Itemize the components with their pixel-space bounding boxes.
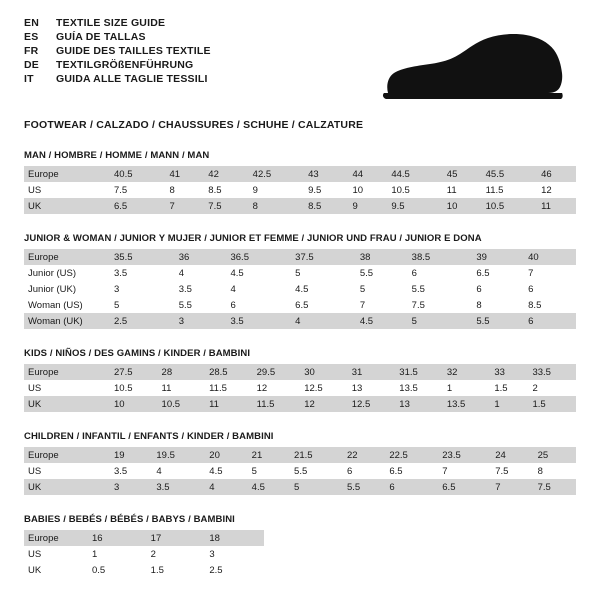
language-row <box>24 46 211 60</box>
cell: 42.5 <box>249 166 304 182</box>
cell: 7 <box>356 297 408 313</box>
cell: 38 <box>356 249 408 265</box>
cell: 11.5 <box>253 396 301 412</box>
cell: 36.5 <box>226 249 291 265</box>
language-code: ES <box>24 31 39 43</box>
language-title: GUIDE DES TAILLES TEXTILE <box>56 45 211 57</box>
size-table-babies <box>24 530 264 578</box>
table-row <box>24 198 576 214</box>
cell: 25 <box>534 447 576 463</box>
cell: 9 <box>249 182 304 198</box>
group-junior-woman <box>24 233 576 329</box>
cell: 19.5 <box>152 447 205 463</box>
cell: 5 <box>290 479 343 495</box>
table-row <box>24 166 576 182</box>
cell: 6.5 <box>472 265 524 281</box>
cell: 21 <box>248 447 290 463</box>
cell: 5.5 <box>356 265 408 281</box>
cell: 44 <box>348 166 387 182</box>
table-row <box>24 463 576 479</box>
cell: 4.5 <box>205 463 247 479</box>
cell: 16 <box>88 530 147 546</box>
cell: 18 <box>205 530 264 546</box>
cell: 40 <box>524 249 576 265</box>
cell: 1 <box>490 396 528 412</box>
cell: 12 <box>253 380 301 396</box>
row-label: UK <box>24 562 88 578</box>
cell: 3.5 <box>226 313 291 329</box>
size-table-children <box>24 447 576 495</box>
cell: 5 <box>356 281 408 297</box>
cell: 9.5 <box>387 198 442 214</box>
cell: 11 <box>537 198 576 214</box>
cell: 31 <box>348 364 396 380</box>
cell: 11.5 <box>205 380 253 396</box>
cell: 4.5 <box>291 281 356 297</box>
language-code: EN <box>24 17 39 29</box>
cell: 10 <box>348 182 387 198</box>
row-label: UK <box>24 396 110 412</box>
row-label: Europe <box>24 166 110 182</box>
row-label: UK <box>24 198 110 214</box>
table-row <box>24 265 576 281</box>
row-label: Woman (UK) <box>24 313 110 329</box>
cell: 40.5 <box>110 166 165 182</box>
cell: 37.5 <box>291 249 356 265</box>
cell: 6 <box>385 479 438 495</box>
row-label: Europe <box>24 530 88 546</box>
cell: 5 <box>248 463 290 479</box>
cell: 30 <box>300 364 348 380</box>
cell: 45 <box>443 166 482 182</box>
cell: 20 <box>205 447 247 463</box>
table-row <box>24 380 576 396</box>
language-title: GUÍA DE TALLAS <box>56 31 146 43</box>
group-title: BABIES / BEBÉS / BÉBÉS / BABYS / BAMBINI <box>24 514 235 525</box>
table-row <box>24 396 576 412</box>
row-label: Europe <box>24 447 110 463</box>
table-row <box>24 281 576 297</box>
page-header <box>24 18 576 102</box>
cell: 43 <box>304 166 348 182</box>
cell: 24 <box>491 447 533 463</box>
cell: 22 <box>343 447 385 463</box>
cell: 6 <box>343 463 385 479</box>
language-row <box>24 18 211 32</box>
cell: 4.5 <box>248 479 290 495</box>
group-title: KIDS / NIÑOS / DES GAMINS / KINDER / BAMBINI <box>24 348 251 359</box>
cell: 8 <box>165 182 204 198</box>
size-table-junior-woman <box>24 249 576 329</box>
table-row <box>24 297 576 313</box>
cell: 6 <box>524 313 576 329</box>
cell: 46 <box>537 166 576 182</box>
table-row <box>24 530 264 546</box>
cell: 10 <box>110 396 158 412</box>
cell: 13.5 <box>443 396 491 412</box>
cell: 39 <box>472 249 524 265</box>
cell: 5 <box>110 297 175 313</box>
cell: 4 <box>205 479 247 495</box>
group-babies <box>24 514 576 578</box>
row-label: US <box>24 380 110 396</box>
table-row <box>24 182 576 198</box>
cell: 8.5 <box>204 182 248 198</box>
cell: 38.5 <box>408 249 473 265</box>
cell: 6.5 <box>385 463 438 479</box>
cell: 5 <box>291 265 356 281</box>
cell: 11 <box>205 396 253 412</box>
dress-shoe-icon <box>366 30 566 102</box>
cell: 4 <box>175 265 227 281</box>
cell: 8 <box>472 297 524 313</box>
cell: 7 <box>524 265 576 281</box>
cell: 10.5 <box>387 182 442 198</box>
row-label: Europe <box>24 249 110 265</box>
language-row <box>24 32 211 46</box>
cell: 10.5 <box>110 380 158 396</box>
cell: 17 <box>147 530 206 546</box>
group-title: CHILDREN / INFANTIL / ENFANTS / KINDER / BAMBINI <box>24 431 274 442</box>
cell: 3 <box>110 281 175 297</box>
cell: 2.5 <box>205 562 264 578</box>
cell: 1.5 <box>528 396 576 412</box>
cell: 4 <box>152 463 205 479</box>
cell: 5.5 <box>290 463 343 479</box>
row-label: US <box>24 463 110 479</box>
row-label: Junior (US) <box>24 265 110 281</box>
cell: 3.5 <box>152 479 205 495</box>
cell: 7 <box>165 198 204 214</box>
row-label: UK <box>24 479 110 495</box>
table-row <box>24 313 576 329</box>
cell: 31.5 <box>395 364 443 380</box>
cell: 6 <box>408 265 473 281</box>
cell: 9 <box>348 198 387 214</box>
cell: 11 <box>158 380 206 396</box>
cell: 1.5 <box>490 380 528 396</box>
cell: 4.5 <box>226 265 291 281</box>
cell: 28 <box>158 364 206 380</box>
cell: 13 <box>395 396 443 412</box>
size-table-man <box>24 166 576 214</box>
cell: 7.5 <box>491 463 533 479</box>
cell: 7.5 <box>408 297 473 313</box>
cell: 36 <box>175 249 227 265</box>
cell: 45.5 <box>482 166 537 182</box>
cell: 1.5 <box>147 562 206 578</box>
table-row <box>24 562 264 578</box>
row-label: Europe <box>24 364 110 380</box>
table-row <box>24 249 576 265</box>
language-title: GUIDA ALLE TAGLIE TESSILI <box>56 73 208 85</box>
cell: 1 <box>443 380 491 396</box>
cell: 33 <box>490 364 528 380</box>
cell: 5.5 <box>175 297 227 313</box>
cell: 6.5 <box>291 297 356 313</box>
cell: 8 <box>249 198 304 214</box>
cell: 6 <box>524 281 576 297</box>
cell: 2 <box>528 380 576 396</box>
cell: 3.5 <box>110 463 152 479</box>
group-title: MAN / HOMBRE / HOMME / MANN / MAN <box>24 150 210 161</box>
cell: 10 <box>443 198 482 214</box>
cell: 7.5 <box>204 198 248 214</box>
cell: 4.5 <box>356 313 408 329</box>
cell: 22.5 <box>385 447 438 463</box>
cell: 41 <box>165 166 204 182</box>
row-label: US <box>24 546 88 562</box>
row-label: US <box>24 182 110 198</box>
cell: 3.5 <box>110 265 175 281</box>
cell: 7 <box>491 479 533 495</box>
cell: 23.5 <box>438 447 491 463</box>
language-row <box>24 74 211 88</box>
cell: 3 <box>205 546 264 562</box>
cell: 5.5 <box>408 281 473 297</box>
table-row <box>24 447 576 463</box>
cell: 4 <box>291 313 356 329</box>
cell: 1 <box>88 546 147 562</box>
table-row <box>24 479 576 495</box>
cell: 35.5 <box>110 249 175 265</box>
cell: 7.5 <box>534 479 576 495</box>
cell: 8.5 <box>524 297 576 313</box>
cell: 11.5 <box>482 182 537 198</box>
cell: 5 <box>408 313 473 329</box>
cell: 32 <box>443 364 491 380</box>
cell: 4 <box>226 281 291 297</box>
cell: 3 <box>175 313 227 329</box>
cell: 5.5 <box>343 479 385 495</box>
cell: 13.5 <box>395 380 443 396</box>
cell: 2.5 <box>110 313 175 329</box>
cell: 27.5 <box>110 364 158 380</box>
cell: 13 <box>348 380 396 396</box>
group-kids <box>24 348 576 412</box>
cell: 2 <box>147 546 206 562</box>
cell: 12 <box>537 182 576 198</box>
group-man <box>24 150 576 214</box>
language-title: TEXTILGRÖßENFÜHRUNG <box>56 59 194 71</box>
cell: 6 <box>226 297 291 313</box>
language-row <box>24 60 211 74</box>
cell: 33.5 <box>528 364 576 380</box>
table-row <box>24 546 264 562</box>
language-code: FR <box>24 45 39 57</box>
cell: 29.5 <box>253 364 301 380</box>
cell: 11 <box>443 182 482 198</box>
cell: 3 <box>110 479 152 495</box>
group-title: JUNIOR & WOMAN / JUNIOR Y MUJER / JUNIOR ET FEMME / JUNIOR UND FRAU / JUNIOR E DONA <box>24 233 482 244</box>
cell: 28.5 <box>205 364 253 380</box>
language-code: DE <box>24 59 39 71</box>
language-code: IT <box>24 73 34 85</box>
cell: 7.5 <box>110 182 165 198</box>
cell: 12 <box>300 396 348 412</box>
cell: 44.5 <box>387 166 442 182</box>
cell: 10.5 <box>158 396 206 412</box>
page-title: FOOTWEAR / CALZADO / CHAUSSURES / SCHUHE / CALZATURE <box>24 119 364 131</box>
cell: 6 <box>472 281 524 297</box>
cell: 6.5 <box>438 479 491 495</box>
language-title: TEXTILE SIZE GUIDE <box>56 17 166 29</box>
cell: 6.5 <box>110 198 165 214</box>
table-row <box>24 364 576 380</box>
cell: 19 <box>110 447 152 463</box>
cell: 12.5 <box>300 380 348 396</box>
cell: 3.5 <box>175 281 227 297</box>
cell: 0.5 <box>88 562 147 578</box>
cell: 21.5 <box>290 447 343 463</box>
group-children <box>24 431 576 495</box>
cell: 8 <box>534 463 576 479</box>
cell: 8.5 <box>304 198 348 214</box>
cell: 7 <box>438 463 491 479</box>
row-label: Junior (UK) <box>24 281 110 297</box>
cell: 12.5 <box>348 396 396 412</box>
cell: 10.5 <box>482 198 537 214</box>
language-title-list <box>24 18 211 88</box>
cell: 5.5 <box>472 313 524 329</box>
cell: 9.5 <box>304 182 348 198</box>
cell: 42 <box>204 166 248 182</box>
size-table-kids <box>24 364 576 412</box>
row-label: Woman (US) <box>24 297 110 313</box>
